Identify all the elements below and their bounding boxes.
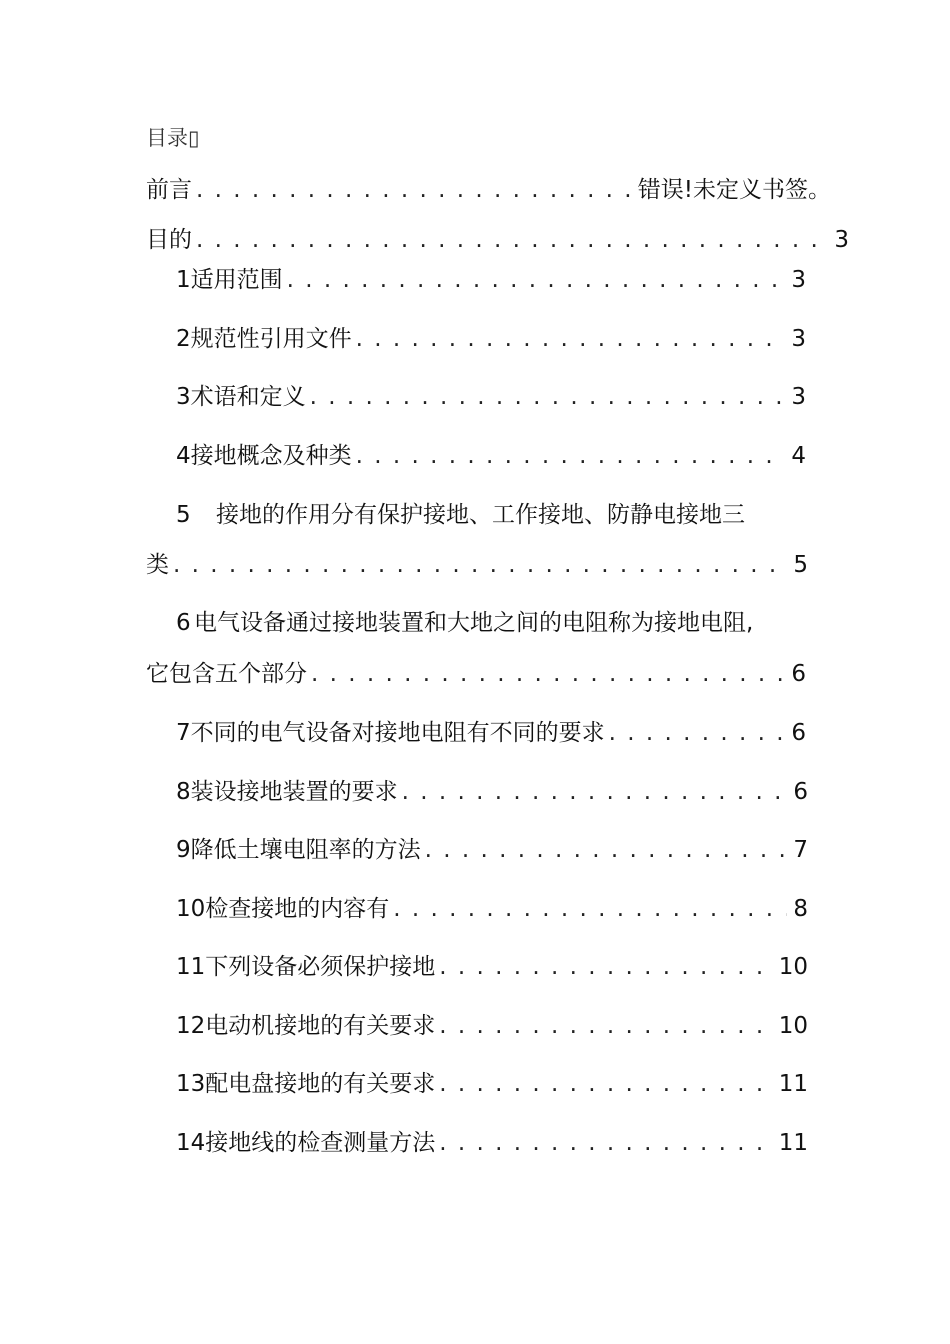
- toc-entry-page: 11: [778, 1130, 808, 1156]
- toc-entry-preface[interactable]: [146, 176, 831, 204]
- toc-entry-text: 前言: [146, 177, 192, 203]
- toc-heading-mark: ▯: [188, 126, 200, 150]
- toc-entry-13[interactable]: [176, 1070, 808, 1098]
- toc-entry-page: 11: [778, 1071, 808, 1097]
- toc-entry-text: 降低土壤电阻率的方法: [190, 837, 421, 863]
- toc-entry-page: 6: [791, 661, 806, 687]
- toc-entry-page: 错误!未定义书签。: [637, 177, 831, 203]
- toc-entry-text: 接地线的检查测量方法: [205, 1130, 436, 1156]
- toc-entry-page: 4: [791, 443, 806, 469]
- toc-entry-3[interactable]: [176, 383, 806, 411]
- toc-entry-number: 10: [176, 896, 206, 922]
- toc-entry-14[interactable]: [176, 1129, 808, 1157]
- toc-leader: [439, 1129, 772, 1157]
- toc-entry-number: 13: [176, 1071, 206, 1097]
- toc-leader: [402, 778, 788, 806]
- toc-entry-text: 接地的作用分有保护接地、工作接地、防静电接地三: [216, 502, 745, 528]
- toc-entry-page: 3: [791, 326, 806, 352]
- toc-entry-text: 配电盘接地的有关要求: [205, 1071, 436, 1097]
- toc-entry-text: 规范性引用文件: [190, 326, 352, 352]
- toc-entry-number: 6: [176, 610, 191, 636]
- toc-entry-text: 它包含五个部分: [146, 661, 307, 687]
- toc-entry-text: 类: [146, 552, 169, 578]
- toc-entry-page: 6: [793, 779, 808, 805]
- toc-entry-text: 电气设备通过接地装置和大地之间的电阻称为接地电阻,: [194, 610, 754, 636]
- toc-entry-text: 适用范围: [190, 267, 283, 293]
- toc-leader: [393, 895, 787, 923]
- toc-entry-text: 检查接地的内容有: [205, 896, 390, 922]
- toc-leader: [356, 325, 786, 353]
- toc-entry-text: 目的: [146, 227, 192, 253]
- toc-entry-number: 4: [176, 443, 191, 469]
- toc-entry-text: 接地概念及种类: [190, 443, 352, 469]
- toc-entry-page: 5: [793, 552, 808, 578]
- toc-entry-number: 7: [176, 720, 191, 746]
- toc-entry-first-line: [176, 501, 745, 529]
- toc-entry-2[interactable]: [176, 325, 806, 353]
- toc-entry-number: 9: [176, 837, 191, 863]
- toc-entry-text: 电动机接地的有关要求: [205, 1013, 436, 1039]
- toc-entry-8[interactable]: [176, 778, 808, 806]
- toc-heading: [146, 122, 200, 152]
- toc-entry-7[interactable]: [176, 719, 806, 747]
- toc-leader: [425, 836, 788, 864]
- toc-entry-page: 6: [791, 720, 806, 746]
- toc-entry-number: 2: [176, 326, 191, 352]
- toc-entry-1[interactable]: [176, 266, 806, 294]
- toc-entry-12[interactable]: [176, 1012, 808, 1040]
- toc-entry-text: 不同的电气设备对接地电阻有不同的要求: [190, 720, 605, 746]
- toc-entry-first-line: [176, 609, 753, 637]
- toc-entry-4[interactable]: [176, 442, 806, 470]
- toc-leader: [439, 953, 772, 981]
- toc-entry-page: 10: [778, 954, 808, 980]
- toc-leader: [439, 1012, 772, 1040]
- toc-entry-text: 术语和定义: [190, 384, 306, 410]
- toc-entry-9[interactable]: [176, 836, 808, 864]
- toc-entry-number: 8: [176, 779, 191, 805]
- toc-leader: [356, 442, 786, 470]
- toc-entry-page: 7: [793, 837, 808, 863]
- toc-entry-number: 1: [176, 267, 191, 293]
- toc-entry-page: 10: [778, 1013, 808, 1039]
- toc-leader: [173, 551, 787, 579]
- toc-entry-number: 14: [176, 1130, 206, 1156]
- toc-entry-page: 8: [793, 896, 808, 922]
- toc-entry-second-line: [146, 551, 808, 579]
- toc-leader: [196, 176, 632, 204]
- toc-leader: [196, 226, 828, 254]
- toc-entry-page: 3: [791, 267, 806, 293]
- toc-entry-10[interactable]: [176, 895, 808, 923]
- toc-entry-second-line: [146, 660, 806, 688]
- toc-entry-11[interactable]: [176, 953, 808, 981]
- toc-entry-text: 下列设备必须保护接地: [205, 954, 436, 980]
- toc-entry-page: 3: [791, 384, 806, 410]
- toc-leader: [287, 266, 786, 294]
- toc-entry-number: 3: [176, 384, 191, 410]
- toc-entry-number: 11: [176, 954, 206, 980]
- toc-entry-text: 装设接地装置的要求: [190, 779, 398, 805]
- toc-entry-number: 5: [176, 502, 191, 528]
- toc-leader: [439, 1070, 772, 1098]
- toc-leader: [609, 719, 786, 747]
- toc-entry-number: 12: [176, 1013, 206, 1039]
- toc-leader: [311, 660, 785, 688]
- toc-heading-text: 目录: [146, 126, 188, 150]
- toc-leader: [310, 383, 786, 411]
- toc-entry-page: 3: [834, 227, 849, 253]
- toc-entry-purpose[interactable]: [146, 226, 849, 254]
